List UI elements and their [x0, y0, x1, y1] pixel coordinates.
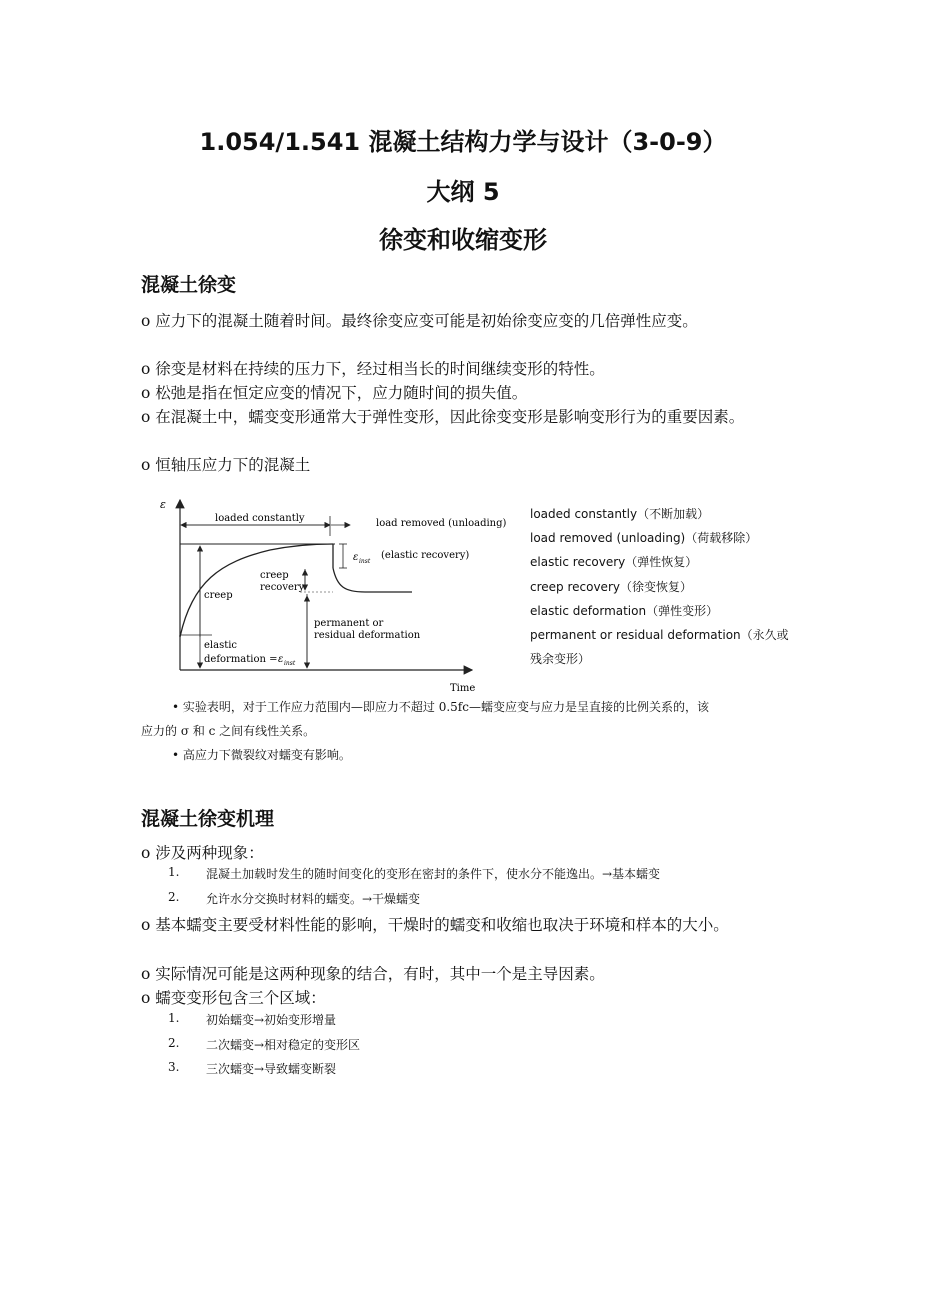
legend-item: loaded constantly（不断加载）: [530, 507, 710, 521]
paragraph-combination: o 实际情况可能是这两种现象的结合，有时，其中一个是主导因素。: [141, 965, 605, 983]
y-axis-label: ε: [160, 498, 166, 511]
svg-text:inst: inst: [359, 558, 371, 565]
label-creep: creep: [204, 590, 233, 601]
paragraph-three-regions: o 蠕变变形包含三个区域：: [141, 989, 326, 1007]
section-heading-creep: 混凝土徐变: [141, 274, 237, 296]
figure-legend: [530, 502, 795, 671]
creep-strain-time-figure: [150, 492, 507, 697]
label-load-removed: load removed (unloading): [376, 518, 507, 529]
svg-text:ε: ε: [353, 552, 359, 563]
label-elastic-1: elastic: [204, 640, 238, 651]
document-page: 1.054/1.541 混凝土结构力学与设计（3-0-9） 大纲 5 徐变和收缩变形 混凝土徐变 o 应力下的混凝土随着时间。最终徐变应变可能是初始徐变应变的几倍弹性应变。 o 徐变是材料在持续的压力下，经过相当长的时间继续变形的特性。 o 松弛是指在恒定应变的情况下，应力随时间的损失值。 o 在混凝土中，蠕变变形通常大于弹性变形，因此徐变变形是影响变形行为的重要因素。 o 恒轴压应力下的混凝土 ε Time loaded constantly load removed (unloading) ε inst (elastic recovery) creep elastic deformation = ε inst creep recovery permanent or residual deformation loaded constantly（不断加载） load removed (unloading)（荷载移除） elastic recovery（弹性恢复） creep recovery（徐变恢复） elastic deformation（弹性变形） permanent or residual deformation（永久或残余变形） • 实验表明，对于工作应力范围内—即应力不超过 0.5fc—蠕变应变与应力是呈直接的比例关系的，该 应力的 σ 和 c 之间有线性关系。 • 高应力下微裂纹对蠕变有影响。 混凝土徐变机理 o 涉及两种现象： 1. 混凝土加载时发生的随时间变化的变形在密封的条件下，使水分不能逸出。→基本蠕变 2. 允许水分交换时材料的蠕变。→干燥蠕变 o 基本蠕变主要受材料性能的影响，干燥时的蠕变和收缩也取决于环境和样本的大小。 o 实际情况可能是这两种现象的结合，有时，其中一个是主导因素。 o 蠕变变形包含三个区域： 1. 初始蠕变→初始变形增量 2. 二次蠕变→相对稳定的变形区 3. 三次蠕变→导致蠕变断裂: [0, 0, 926, 1309]
creep-curve: [180, 544, 333, 637]
note-linear-creep-cont: 应力的 σ 和 c 之间有线性关系。: [141, 724, 316, 738]
paragraph-relaxation: o 松弛是指在恒定应变的情况下，应力随时间的损失值。: [141, 384, 528, 402]
label-elastic-recovery: (elastic recovery): [381, 550, 470, 561]
label-permanent-2: residual deformation: [314, 630, 421, 641]
doc-title-course: 1.054/1.541 混凝土结构力学与设计（3-0-9）: [199, 128, 727, 156]
paragraph-creep-definition: o 应力下的混凝土随着时间。最终徐变应变可能是初始徐变应变的几倍弹性应变。: [141, 312, 698, 330]
paragraph-two-phenomena: o 涉及两种现象：: [141, 844, 264, 862]
paragraph-creep-importance: o 在混凝土中，蠕变变形通常大于弹性变形，因此徐变变形是影响变形行为的重要因素。: [141, 408, 745, 426]
legend-item: creep recovery（徐变恢复）: [530, 579, 692, 594]
note-linear-creep: • 实验表明，对于工作应力范围内—即应力不超过 0.5fc—蠕变应变与应力是呈直接的比例关系的，该: [172, 700, 709, 714]
note-microcracks: • 高应力下微裂纹对蠕变有影响。: [172, 748, 351, 762]
paragraph-creep-property: o 徐变是材料在持续的压力下，经过相当长的时间继续变形的特性。: [141, 360, 605, 378]
label-permanent-1: permanent or: [314, 618, 384, 629]
legend-item: load removed (unloading)（荷载移除）: [530, 531, 758, 546]
label-creep-recovery-2: recovery: [260, 582, 305, 593]
label-loaded-constantly: loaded constantly: [215, 513, 305, 524]
section-heading-creep-mechanism: 混凝土徐变机理: [141, 808, 275, 830]
label-creep-recovery-1: creep: [260, 570, 289, 581]
legend-item: elastic recovery（弹性恢复）: [530, 555, 698, 570]
legend-item: permanent or residual deformation（永久或残余变形）: [530, 628, 789, 667]
x-axis-label: Time: [450, 683, 476, 694]
svg-text:inst: inst: [284, 660, 296, 667]
label-elastic-2: deformation =: [204, 654, 278, 665]
legend-item: elastic deformation（弹性变形）: [530, 603, 719, 618]
doc-title-outline: 大纲 5: [426, 178, 500, 206]
svg-text:ε: ε: [278, 654, 284, 665]
paragraph-constant-stress: o 恒轴压应力下的混凝土: [141, 456, 311, 474]
doc-title-topic: 徐变和收缩变形: [379, 226, 547, 254]
paragraph-basic-creep: o 基本蠕变主要受材料性能的影响，干燥时的蠕变和收缩也取决于环境和样本的大小。: [141, 916, 729, 934]
creep-recovery-curve: [333, 568, 412, 592]
